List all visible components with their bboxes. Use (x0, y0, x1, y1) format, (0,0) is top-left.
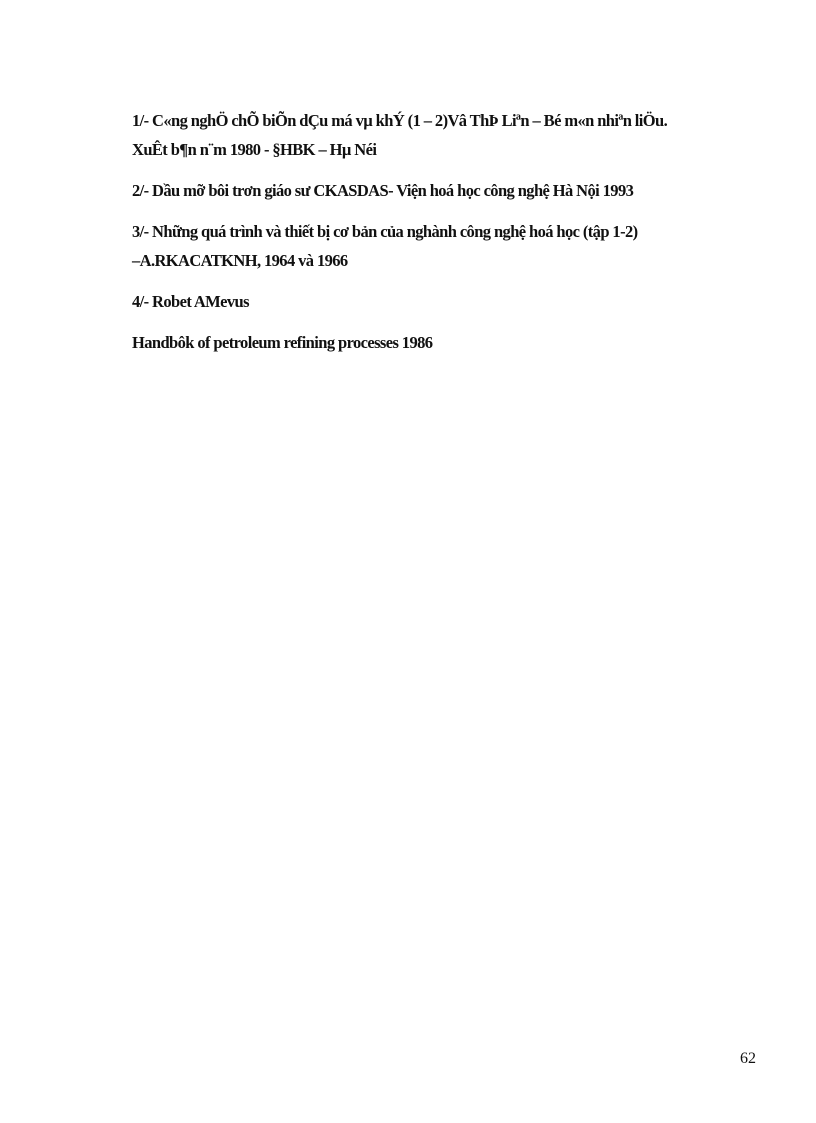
reference-2: 2/- Dầu mỡ bôi trơn giáo sư CKASDAS- Viện hoá học công nghệ Hà Nội 1993 (132, 181, 634, 200)
reference-4: 4/- Robet AMevus (132, 292, 249, 311)
reference-4-title: Handbôk of petroleum refining processes 1986 (132, 333, 433, 352)
reference-1 (132, 106, 742, 164)
reference-3-line-2: –A.RKACATKNH, 1964 và 1966 (132, 251, 348, 270)
reference-list (132, 106, 742, 369)
page-number: 62 (740, 1050, 756, 1067)
reference-3 (132, 217, 742, 275)
reference-1-line-2: XuÊt b¶n n¨m 1980 - §HBK – Hµ Néi (132, 140, 377, 159)
reference-1-line-1: 1/- C«ng nghÖ chÕ biÕn dÇu má vµ khÝ (1 – 2)Vâ ThÞ Liªn – Bé m«n nhiªn liÖu. (132, 111, 668, 130)
reference-3-line-1: 3/- Những quá trình và thiết bị cơ bản của nghành công nghệ hoá học (tập 1-2) (132, 222, 638, 241)
